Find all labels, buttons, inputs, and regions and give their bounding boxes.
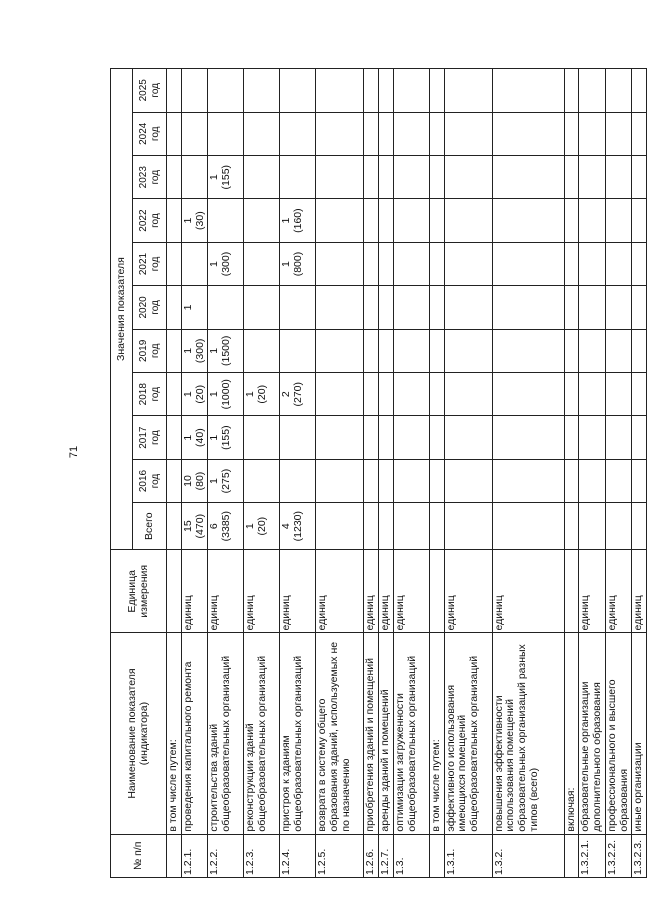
row-unit [429,550,444,633]
row-value [579,112,606,155]
row-value [564,416,579,459]
row-value [379,459,394,502]
row-value [579,459,606,502]
table-row [364,69,379,878]
row-name: возврата в систему общего образования зданий, используемых не по назначению [316,633,364,834]
row-total [379,503,394,550]
row-total: 1 (20) [244,503,280,550]
row-value [429,242,444,285]
row-value [444,416,492,459]
row-value [316,69,364,113]
row-value [632,416,647,459]
row-value [208,69,244,113]
row-value [444,459,492,502]
row-value [429,199,444,242]
row-value [579,199,606,242]
row-value [280,69,316,113]
row-value [429,286,444,329]
row-value [393,459,429,502]
header-year: 2023 год [133,156,167,199]
row-value [605,112,632,155]
row-value [280,286,316,329]
row-value [364,199,379,242]
row-num: 1.2.5. [316,834,364,877]
row-value: 1 (155) [208,416,244,459]
header-year: 2018 год [133,373,167,416]
table-row [429,69,444,878]
row-value [364,69,379,113]
row-value: 1 (300) [181,329,208,372]
row-value [605,69,632,113]
row-value [244,416,280,459]
row-name: включая: [564,633,579,834]
row-value [564,329,579,372]
page-number: 71 [68,445,81,459]
row-value [429,459,444,502]
row-value [167,373,182,416]
row-value [244,459,280,502]
row-name: реконструкции зданий общеобразовательных организаций [244,633,280,834]
row-total [564,503,579,550]
row-value [167,286,182,329]
row-num: 1.3.2.1. [579,834,606,877]
row-value [393,199,429,242]
row-value [492,329,564,372]
row-value [564,286,579,329]
row-unit: единиц [364,550,379,633]
row-name: строительства зданий общеобразовательных организаций [208,633,244,834]
row-unit: единиц [379,550,394,633]
row-value [208,286,244,329]
row-value [379,286,394,329]
row-value [280,329,316,372]
row-total [316,503,364,550]
row-value [393,156,429,199]
row-unit [564,550,579,633]
row-value [579,373,606,416]
rotated-table-container [110,68,645,878]
row-value [492,242,564,285]
row-value [393,112,429,155]
row-value [364,373,379,416]
table-row [181,69,208,878]
row-value [316,112,364,155]
row-value [564,242,579,285]
row-value [181,69,208,113]
row-value [379,156,394,199]
row-value: 10 (80) [181,459,208,502]
header-year: 2019 год [133,329,167,372]
row-unit: единиц [208,550,244,633]
row-value [632,373,647,416]
row-value [492,416,564,459]
row-name: повышения эффективности использования помещений образовательных организаций разных типов (всего) [492,633,564,834]
row-value: 1 (20) [244,373,280,416]
row-value [492,459,564,502]
table-row [244,69,280,878]
header-year: 2022 год [133,199,167,242]
row-value [444,112,492,155]
row-num [167,834,182,877]
row-num: 1.3.1. [444,834,492,877]
row-value [167,112,182,155]
row-value [444,373,492,416]
row-value: 2 (270) [280,373,316,416]
row-unit: единиц [492,550,564,633]
table-row [564,69,579,878]
header-year: 2021 год [133,242,167,285]
row-value [632,286,647,329]
row-value [605,199,632,242]
row-value [632,329,647,372]
row-total [364,503,379,550]
row-value [316,286,364,329]
row-value [632,112,647,155]
row-value [167,329,182,372]
row-value: 1 (800) [280,242,316,285]
row-value [316,242,364,285]
header-year: 2024 год [133,112,167,155]
row-value [579,286,606,329]
row-value [429,329,444,372]
row-unit [167,550,182,633]
row-value [492,156,564,199]
row-value [167,199,182,242]
row-value [379,242,394,285]
row-value [181,242,208,285]
row-value: 1 (30) [181,199,208,242]
table-row [393,69,429,878]
row-value [280,112,316,155]
row-value [364,459,379,502]
row-value [208,112,244,155]
row-value [167,459,182,502]
row-value [316,459,364,502]
row-total [393,503,429,550]
header-values: Значения показателя [111,69,133,550]
row-num: 1.2.1. [181,834,208,877]
row-num: 1.3.2.2. [605,834,632,877]
row-value [393,329,429,372]
header-year: 2025 год [133,69,167,113]
row-num: 1.2.7. [379,834,394,877]
row-value [364,329,379,372]
row-value [167,156,182,199]
header-num: № п/п [111,834,167,877]
row-value [564,112,579,155]
row-unit: единиц [579,550,606,633]
row-value: 1 (275) [208,459,244,502]
table-row [280,69,316,878]
row-value [244,199,280,242]
row-value [181,112,208,155]
row-value [492,373,564,416]
row-num: 1.2.3. [244,834,280,877]
row-value: 1 (155) [208,156,244,199]
row-value [564,373,579,416]
table-body [167,69,647,878]
row-value [579,416,606,459]
row-name: иные организации [632,633,647,834]
row-value [492,286,564,329]
row-value [564,199,579,242]
row-num: 1.3.2. [492,834,564,877]
row-name: оптимизации загруженности общеобразовательных организаций [393,633,429,834]
row-name: эффективного использования имеющихся помещений общеобразовательных организаций [444,633,492,834]
row-value [605,242,632,285]
header-name: Наименование показателя (индикатора) [111,633,167,834]
row-value [444,329,492,372]
row-value [379,112,394,155]
row-total [579,503,606,550]
row-value [379,199,394,242]
row-value [429,416,444,459]
row-value [564,69,579,113]
row-value [244,329,280,372]
row-value [244,286,280,329]
row-name: в том числе путем: [429,633,444,834]
row-name: пристроя к зданиям общеобразовательных организаций [280,633,316,834]
row-unit: единиц [605,550,632,633]
row-value [364,286,379,329]
row-value [444,199,492,242]
row-value [564,156,579,199]
row-value [244,242,280,285]
row-value [280,459,316,502]
row-total [492,503,564,550]
row-value [579,69,606,113]
row-value [393,286,429,329]
row-total [444,503,492,550]
row-value [429,373,444,416]
row-value [316,416,364,459]
indicator-table [110,68,647,878]
row-value [393,242,429,285]
header-year: 2016 год [133,459,167,502]
row-num: 1.2.6. [364,834,379,877]
row-value [393,69,429,113]
row-value [316,373,364,416]
row-value [181,156,208,199]
row-unit: единиц [280,550,316,633]
table-row [316,69,364,878]
row-value [605,459,632,502]
row-value [167,69,182,113]
row-unit: единиц [181,550,208,633]
row-value [579,329,606,372]
table-row [579,69,606,878]
row-value [364,156,379,199]
row-unit: единиц [632,550,647,633]
row-name: образовательные организации дополнительного образования [579,633,606,834]
row-unit: единиц [316,550,364,633]
row-value [605,286,632,329]
row-total [632,503,647,550]
table-row [492,69,564,878]
row-value [492,199,564,242]
row-total: 15 (470) [181,503,208,550]
row-value [280,156,316,199]
row-value [167,416,182,459]
row-value [316,199,364,242]
row-value [244,112,280,155]
row-value [492,69,564,113]
header-total: Всего [133,503,167,550]
row-value [444,242,492,285]
row-value [605,416,632,459]
row-value: 1 (1000) [208,373,244,416]
row-unit: единиц [393,550,429,633]
row-value [444,286,492,329]
row-value: 1 [181,286,208,329]
row-value: 1 (1500) [208,329,244,372]
row-value [632,242,647,285]
row-total: 6 (3385) [208,503,244,550]
row-value [444,69,492,113]
row-value [429,112,444,155]
row-value [605,329,632,372]
row-value: 1 (40) [181,416,208,459]
table-row [208,69,244,878]
table-row [379,69,394,878]
header-unit: Единица измерения [111,550,167,633]
row-num: 1.2.2. [208,834,244,877]
row-value: 1 (300) [208,242,244,285]
table-row [632,69,647,878]
row-value [393,416,429,459]
row-value [364,416,379,459]
row-num: 1.2.4. [280,834,316,877]
row-name: проведения капитального ремонта [181,633,208,834]
row-value [579,242,606,285]
row-total: 4 (1230) [280,503,316,550]
row-value [564,459,579,502]
row-value [579,156,606,199]
row-total [167,503,182,550]
row-name: профессионального и высшего образования [605,633,632,834]
row-name: в том числе путем: [167,633,182,834]
row-value [167,242,182,285]
row-value [364,112,379,155]
row-value [280,416,316,459]
row-value [379,329,394,372]
row-total [605,503,632,550]
row-total [429,503,444,550]
row-value [429,69,444,113]
row-value [379,69,394,113]
row-value [244,156,280,199]
row-value [316,329,364,372]
row-unit: единиц [444,550,492,633]
row-value: 1 (20) [181,373,208,416]
row-value [379,416,394,459]
row-num: 1.3. [393,834,429,877]
row-value [492,112,564,155]
row-num [429,834,444,877]
table-row [605,69,632,878]
table-row [167,69,182,878]
row-value [208,199,244,242]
header-year: 2020 год [133,286,167,329]
row-value [632,156,647,199]
row-value [632,199,647,242]
row-name: приобретения зданий и помещений [364,633,379,834]
row-value [429,156,444,199]
row-value [632,459,647,502]
row-value [379,373,394,416]
row-unit: единиц [244,550,280,633]
row-value [605,373,632,416]
row-value [605,156,632,199]
row-name: аренды зданий и помещений [379,633,394,834]
row-num: 1.3.2.3. [632,834,647,877]
row-value [244,69,280,113]
row-value [393,373,429,416]
row-value [444,156,492,199]
row-value: 1 (160) [280,199,316,242]
row-value [632,69,647,113]
table-row [444,69,492,878]
row-value [316,156,364,199]
row-value [364,242,379,285]
header-year: 2017 год [133,416,167,459]
row-num [564,834,579,877]
